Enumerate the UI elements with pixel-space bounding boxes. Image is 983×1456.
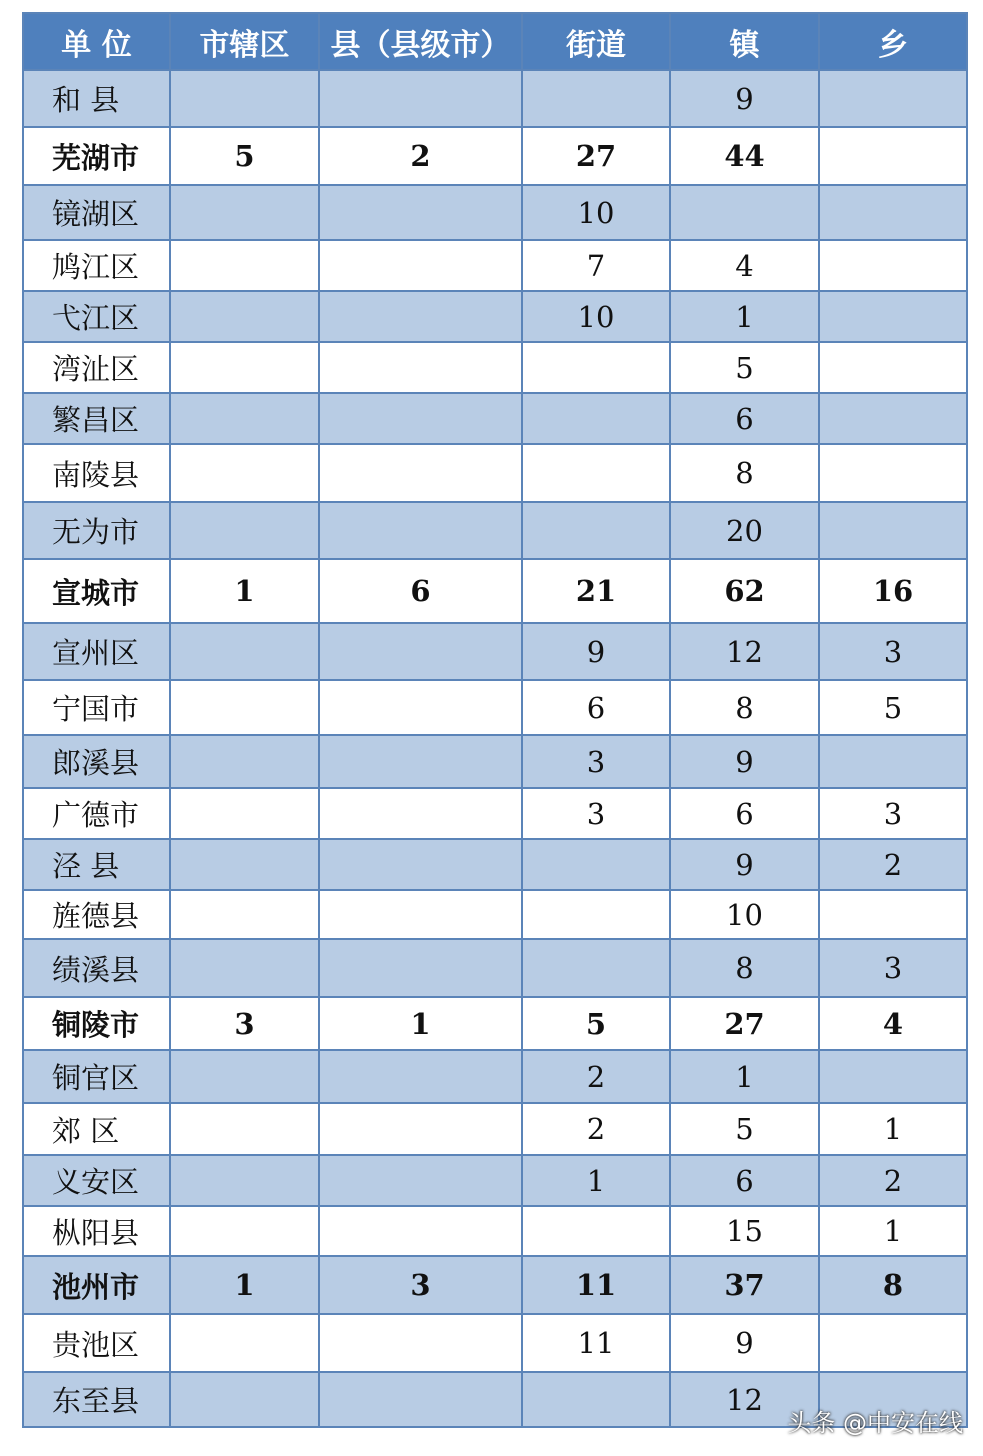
cell-name: 镜湖区	[23, 185, 170, 240]
cell-counties	[319, 735, 522, 788]
cell-name: 郊 区	[23, 1103, 170, 1155]
cell-towns: 62	[670, 559, 819, 623]
watermark: 头条 @中安在线	[787, 1409, 963, 1437]
cell-streets	[522, 393, 670, 444]
cell-districts: 5	[170, 127, 319, 185]
cell-townships	[819, 240, 967, 291]
cell-counties	[319, 939, 522, 997]
cell-counties	[319, 788, 522, 839]
cell-name: 湾沚区	[23, 342, 170, 393]
cell-streets	[522, 1206, 670, 1256]
cell-districts	[170, 1155, 319, 1206]
cell-streets	[522, 444, 670, 502]
header-streets: 街道	[522, 13, 670, 70]
cell-counties	[319, 680, 522, 735]
cell-name: 和 县	[23, 70, 170, 127]
cell-townships	[819, 735, 967, 788]
cell-townships: 8	[819, 1256, 967, 1314]
cell-counties: 1	[319, 997, 522, 1050]
cell-districts	[170, 890, 319, 939]
table-row	[23, 444, 967, 502]
cell-townships: 1	[819, 1206, 967, 1256]
cell-name: 东至县	[23, 1372, 170, 1427]
cell-townships	[819, 70, 967, 127]
cell-streets: 2	[522, 1103, 670, 1155]
cell-townships	[819, 393, 967, 444]
cell-counties	[319, 342, 522, 393]
header-unit: 单 位	[23, 13, 170, 70]
table-row	[23, 939, 967, 997]
header-townships: 乡	[819, 13, 967, 70]
cell-streets	[522, 1372, 670, 1427]
header-districts: 市辖区	[170, 13, 319, 70]
cell-name: 南陵县	[23, 444, 170, 502]
cell-counties	[319, 1372, 522, 1427]
cell-towns: 27	[670, 997, 819, 1050]
cell-counties	[319, 70, 522, 127]
table-row	[23, 291, 967, 342]
cell-townships	[819, 291, 967, 342]
cell-towns: 6	[670, 788, 819, 839]
cell-districts: 1	[170, 1256, 319, 1314]
cell-townships	[819, 1050, 967, 1103]
cell-streets: 9	[522, 623, 670, 680]
cell-name: 铜陵市	[23, 997, 170, 1050]
cell-districts	[170, 291, 319, 342]
cell-streets: 7	[522, 240, 670, 291]
table-row	[23, 127, 967, 185]
cell-townships	[819, 1314, 967, 1372]
cell-name: 绩溪县	[23, 939, 170, 997]
cell-counties	[319, 890, 522, 939]
cell-towns: 6	[670, 1155, 819, 1206]
cell-districts	[170, 735, 319, 788]
cell-districts	[170, 1206, 319, 1256]
cell-name: 义安区	[23, 1155, 170, 1206]
cell-towns: 9	[670, 1314, 819, 1372]
cell-counties	[319, 1050, 522, 1103]
cell-districts	[170, 1103, 319, 1155]
table-row	[23, 1256, 967, 1314]
cell-towns: 10	[670, 890, 819, 939]
cell-districts	[170, 70, 319, 127]
cell-townships: 3	[819, 788, 967, 839]
table-row	[23, 185, 967, 240]
cell-counties	[319, 444, 522, 502]
cell-districts	[170, 839, 319, 890]
cell-name: 铜官区	[23, 1050, 170, 1103]
cell-counties	[319, 291, 522, 342]
cell-townships: 2	[819, 839, 967, 890]
cell-counties	[319, 1314, 522, 1372]
cell-streets: 10	[522, 185, 670, 240]
cell-districts	[170, 939, 319, 997]
cell-counties	[319, 623, 522, 680]
cell-townships: 2	[819, 1155, 967, 1206]
cell-townships	[819, 342, 967, 393]
cell-districts	[170, 185, 319, 240]
cell-towns: 8	[670, 444, 819, 502]
cell-towns: 37	[670, 1256, 819, 1314]
table-row	[23, 1103, 967, 1155]
cell-counties: 6	[319, 559, 522, 623]
cell-name: 宣州区	[23, 623, 170, 680]
cell-counties: 3	[319, 1256, 522, 1314]
table-row	[23, 839, 967, 890]
cell-districts	[170, 393, 319, 444]
cell-towns: 6	[670, 393, 819, 444]
cell-townships	[819, 502, 967, 559]
cell-name: 枞阳县	[23, 1206, 170, 1256]
cell-streets: 6	[522, 680, 670, 735]
table-row	[23, 890, 967, 939]
cell-towns	[670, 185, 819, 240]
cell-towns: 12	[670, 623, 819, 680]
cell-counties	[319, 1206, 522, 1256]
cell-streets: 5	[522, 997, 670, 1050]
table-row	[23, 1314, 967, 1372]
cell-towns: 5	[670, 1103, 819, 1155]
cell-counties	[319, 1155, 522, 1206]
cell-townships: 3	[819, 939, 967, 997]
cell-towns: 44	[670, 127, 819, 185]
cell-districts	[170, 444, 319, 502]
cell-streets: 11	[522, 1314, 670, 1372]
cell-townships: 3	[819, 623, 967, 680]
cell-name: 鸠江区	[23, 240, 170, 291]
cell-name: 旌德县	[23, 890, 170, 939]
table-row	[23, 788, 967, 839]
cell-towns: 1	[670, 1050, 819, 1103]
cell-streets: 21	[522, 559, 670, 623]
table-row	[23, 623, 967, 680]
cell-name: 贵池区	[23, 1314, 170, 1372]
cell-townships	[819, 127, 967, 185]
cell-districts: 1	[170, 559, 319, 623]
cell-towns: 20	[670, 502, 819, 559]
header-counties: 县（县级市）	[319, 13, 522, 70]
header-towns: 镇	[670, 13, 819, 70]
cell-name: 郎溪县	[23, 735, 170, 788]
cell-name: 池州市	[23, 1256, 170, 1314]
cell-name: 无为市	[23, 502, 170, 559]
cell-districts	[170, 1314, 319, 1372]
table-row	[23, 502, 967, 559]
cell-name: 宣城市	[23, 559, 170, 623]
table-row	[23, 70, 967, 127]
cell-towns: 9	[670, 735, 819, 788]
cell-counties	[319, 240, 522, 291]
cell-name: 泾 县	[23, 839, 170, 890]
cell-towns: 15	[670, 1206, 819, 1256]
cell-counties	[319, 502, 522, 559]
cell-name: 弋江区	[23, 291, 170, 342]
table-row	[23, 559, 967, 623]
table-row	[23, 342, 967, 393]
cell-towns: 5	[670, 342, 819, 393]
cell-districts	[170, 788, 319, 839]
cell-name: 宁国市	[23, 680, 170, 735]
cell-towns: 8	[670, 939, 819, 997]
division-table	[22, 12, 968, 1428]
cell-townships: 16	[819, 559, 967, 623]
cell-name: 芜湖市	[23, 127, 170, 185]
cell-towns: 12	[670, 1372, 819, 1427]
cell-townships: 4	[819, 997, 967, 1050]
cell-streets	[522, 890, 670, 939]
cell-townships: 5	[819, 680, 967, 735]
cell-counties	[319, 393, 522, 444]
cell-districts	[170, 240, 319, 291]
cell-districts: 3	[170, 997, 319, 1050]
cell-streets: 1	[522, 1155, 670, 1206]
cell-districts	[170, 680, 319, 735]
cell-streets: 11	[522, 1256, 670, 1314]
table-row	[23, 735, 967, 788]
cell-name: 广德市	[23, 788, 170, 839]
header-row	[23, 13, 967, 70]
cell-townships	[819, 185, 967, 240]
table-row	[23, 240, 967, 291]
cell-streets	[522, 70, 670, 127]
cell-towns: 4	[670, 240, 819, 291]
table-row	[23, 1155, 967, 1206]
cell-districts	[170, 1050, 319, 1103]
cell-districts	[170, 502, 319, 559]
cell-towns: 9	[670, 70, 819, 127]
cell-counties: 2	[319, 127, 522, 185]
cell-streets: 27	[522, 127, 670, 185]
cell-townships: 1	[819, 1103, 967, 1155]
cell-counties	[319, 839, 522, 890]
cell-streets: 3	[522, 735, 670, 788]
cell-streets: 10	[522, 291, 670, 342]
cell-streets	[522, 502, 670, 559]
cell-townships	[819, 890, 967, 939]
cell-townships	[819, 444, 967, 502]
cell-districts	[170, 623, 319, 680]
cell-streets	[522, 342, 670, 393]
cell-towns: 1	[670, 291, 819, 342]
cell-districts	[170, 1372, 319, 1427]
cell-towns: 8	[670, 680, 819, 735]
cell-name: 繁昌区	[23, 393, 170, 444]
cell-streets	[522, 939, 670, 997]
table-row	[23, 1050, 967, 1103]
cell-streets: 3	[522, 788, 670, 839]
table-row	[23, 393, 967, 444]
table-row	[23, 997, 967, 1050]
cell-streets: 2	[522, 1050, 670, 1103]
cell-counties	[319, 185, 522, 240]
table-row	[23, 1206, 967, 1256]
cell-counties	[319, 1103, 522, 1155]
table-row	[23, 680, 967, 735]
cell-towns: 9	[670, 839, 819, 890]
cell-streets	[522, 839, 670, 890]
cell-districts	[170, 342, 319, 393]
